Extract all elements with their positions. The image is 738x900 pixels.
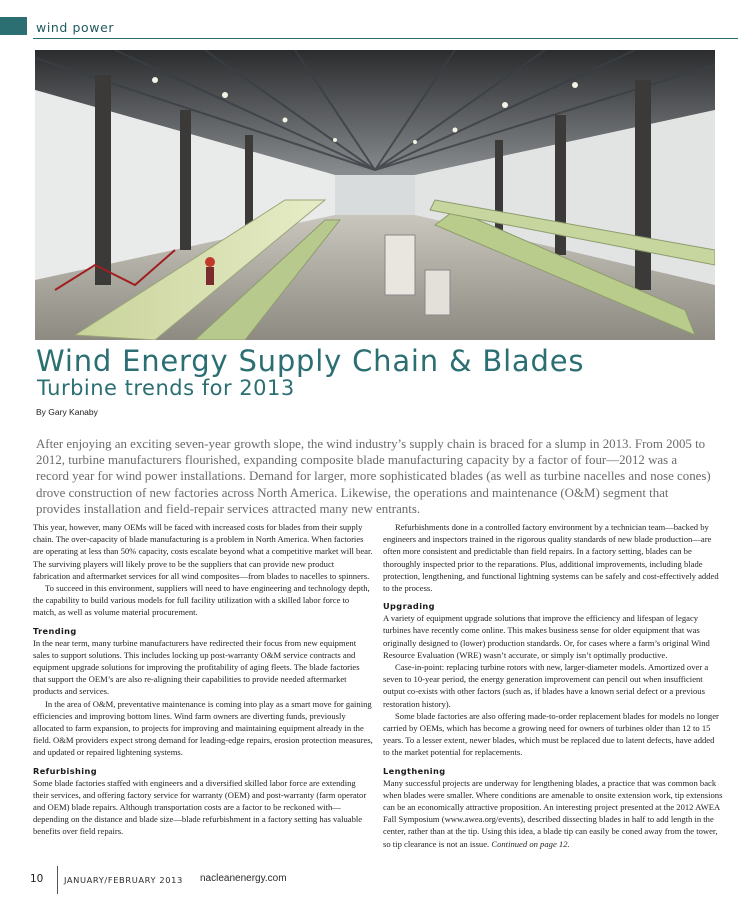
page-number: 10 [30, 873, 44, 885]
byline: By Gary Kanaby [36, 407, 98, 417]
section-label: wind power [36, 20, 115, 35]
header-rule [33, 38, 738, 39]
subhead-refurbishing: Refurbishing [33, 765, 97, 776]
article-title: Wind Energy Supply Chain & Blades [36, 344, 585, 378]
publication-url[interactable]: nacleanenergy.com [200, 873, 287, 884]
factory-interior-illustration [35, 50, 715, 340]
left-column [33, 521, 373, 838]
lengthening-text: Many successful projects are underway for lengthening blades, a practice that was common back when blades were smaller. Where conditions are amenable to onsite extension work, tip extensions can be an economically attractive proposition. An interesting project presented at the 2012 AWEA Fall Symposium (www.awea.org/events), described dissecting blades in half to add length in the center, rather than at the tip. Using this idea, a blade tip can easily be coned away from the tower, so tip clearance is not an issue. [383, 777, 723, 849]
body-paragraph: To succeed in this environment, suppliers will need to have engineering and technology depth, the capability to build various models for full facility utilization with a skilled labor force to match, as well as volume material procurement. [33, 583, 370, 618]
body-paragraph: A variety of equipment upgrade solutions that improve the efficiency and lifespan of legacy turbines have recently come online. This makes business sense for older equipment that was originally designed to (lower) production standards. Or, for cases where a farm’s original Wind Resource Evaluation (WRE) wasn’t accurate, or simply isn’t optimally productive. [383, 613, 710, 660]
section-tab-marker [0, 17, 27, 35]
issue-date: JANUARY/FEBRUARY 2013 [64, 875, 183, 885]
article-subtitle: Turbine trends for 2013 [37, 376, 295, 400]
body-paragraph: In the area of O&M, preventative maintenance is coming into play as a smart move for gaining efficiencies and improving bottom lines. Wind farm owners are diverting funds, previously allocated to farm expansion, to projects for improving and maintaining equipment already in the field. O&M providers expect strong demand for leading-edge repairs, erosion protection measures, and updated or repaired lightening systems. [33, 698, 373, 758]
body-paragraph: Some blade factories staffed with engineers and a diversified skilled labor force are extending their services, and offering factory service for warranty (OEM) and post-warranty (farm operator and OEM) blade repairs. Although transportation costs are a factor to be reckoned with—depending on the distance and blade size—blade refurbishment in a factory setting has valuable benefits over field repairs. [33, 777, 367, 837]
lede-paragraph: After enjoying an exciting seven-year growth slope, the wind industry’s supply chain is braced for a slump in 2013. From 2005 to 2012, turbine manufacturers flourished, expanding composite blade manufacturing capacity by a factor of four—2012 was a record year for wind power installations. Demand for larger, more sophisticated blades (as well as turbine nacelles and nose cones) drove construction of new factories across North America. Likewise, the operations and maintenance (O&M) segment that provides installation and field-repair services attracted many new entrants. [36, 437, 711, 516]
body-paragraph: This year, however, many OEMs will be faced with increased costs for blades from their supply chain. The over-capacity of blade manufacturing is a problem in North America. When factories are operating at less than 50% capacity, costs escalate beyond what a competitive market will bear. The surviving players will likely prove to be the suppliers that can provide new product fabrication and aftermarket services for all wind composites—from blades to nacelles to spinners. [33, 522, 373, 581]
continued-link[interactable]: Continued on page 12. [491, 838, 570, 849]
subhead-trending: Trending [33, 625, 77, 636]
body-paragraph: Refurbishments done in a controlled factory environment by a technician team—backed by engineers and inspectors trained in the rigorous quality standards of new blade production—are often more consistent and predictable than field repairs. In a factory setting, blades can be thoroughly inspected prior to the reparations. Plus, additional improvements, including blade protection, lengthening, and functional lightning systems can be safely and cost-effectively added to the process. [383, 522, 719, 594]
body-paragraph: Some blade factories are also offering made-to-order replacement blades for models no longer carried by OEMs, which has become a growing need for owners of turbines older than 12 to 15 years. To a lesser extent, newer blades, which must be replaced due to latent defects, have added to the market potential for replacements. [383, 710, 719, 758]
subhead-upgrading: Upgrading [383, 601, 435, 612]
body-paragraph: In the near term, many turbine manufacturers have redirected their focus from new equipment sales to support solutions. This includes locking up post-warranty O&M service contracts and equipment upgrade solutions for improving the profitability of aging fleets. The blade factories that support the OEM’s are also re-aligning their capabilities to provide needed aftermarket products and services. [33, 637, 360, 697]
hero-photo [35, 50, 715, 340]
body-paragraph: Case-in-point: replacing turbine rotors with new, larger-diameter models. Amortized over a seven to 10-year period, the energy generation improvement can pencil out when insufficient output co-exists with other factors (such as, if blades have a known serial defect or a previous restoration history). [383, 662, 709, 709]
body-paragraph [383, 777, 723, 850]
right-column [383, 521, 723, 850]
footer-divider [57, 866, 58, 894]
subhead-lengthening: Lengthening [383, 765, 446, 776]
